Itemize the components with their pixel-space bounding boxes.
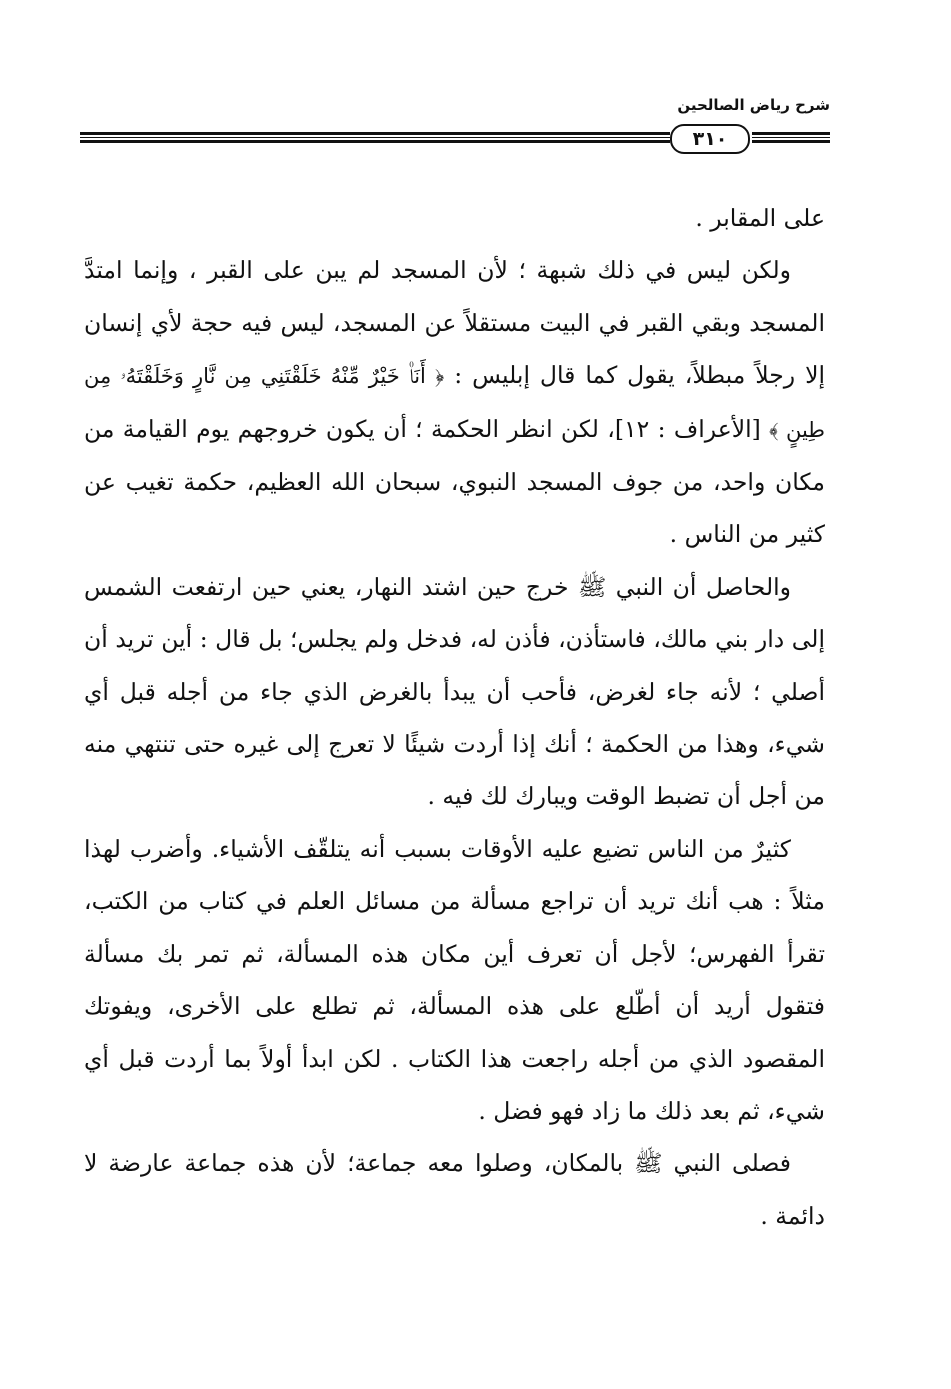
paragraph-2-text-continued: [الأعراف : ١٢]، لكن انظر الحكمة ؛ أن يكون خروجهم يوم القيامة من مكان واحد، من جوف المسجد النبوي، سبحان الله العظيم، حكمة تغيب عن كثير من الناس .: [84, 414, 825, 549]
header-rule-line: [752, 140, 830, 143]
header-rule-line: [80, 140, 670, 143]
header-rule-line: [752, 137, 830, 138]
paragraph-3: والحاصل أن النبي ﷺ خرج حين اشتد النهار، يعني حين ارتفعت الشمس إلى دار بني مالك، فاستأذن، فأذن له، فدخل ولم يجلس؛ بل قال : أين تريد أن أصلي ؛ لأنه جاء لغرض، فأحب أن يبدأ بالغرض الذي جاء من أجله قبل أي شيء، وهذا من الحكمة ؛ أنك إذا أردت شيئًا لا تعرج إلى غيره حتى تنتهي منه من أجل أن تضبط الوقت ويبارك لك فيه .: [84, 572, 825, 811]
page-number: ٣١٠: [670, 124, 750, 154]
body-text: [84, 192, 825, 1242]
page-header: [80, 96, 830, 156]
header-rule-line: [80, 137, 670, 138]
header-rule: [80, 126, 830, 150]
header-rule-line: [752, 132, 830, 135]
paragraph-5: فصلى النبي ﷺ بالمكان، وصلوا معه جماعة؛ لأن هذه جماعة عارضة لا دائمة .: [84, 1149, 825, 1230]
paragraph-2: [84, 244, 825, 560]
book-title: شرح رياض الصالحين: [677, 96, 830, 114]
header-rule-line: [80, 132, 670, 135]
paragraph-4: كثيرٌ من الناس تضيع عليه الأوقات بسبب أنه يتلقّف الأشياء. وأضرب لهذا مثلاً : هب أنك تريد أن تراجع مسألة من مسائل العلم في كتاب من الكتب، تقرأ الفهرس؛ لأجل أن تعرف أين مكان هذه المسألة، ثم تمر بك مسألة فتقول أريد أن أطّلع على هذه المسألة، ثم تطلع على الأخرى، ويفوتك المقصود الذي من أجله راجعت هذا الكتاب . لكن ابدأ أولاً بما أردت قبل أي شيء، ثم بعد ذلك ما زاد فهو فضل .: [84, 834, 825, 1125]
quran-verse: ﴿ أَنَا۠ خَيْرٌ مِّنْهُ خَلَقْتَنِي مِن نَّارٍ وَخَلَقْتَهُۥ مِن طِينٍ ﴾: [84, 364, 826, 442]
paragraph-1: على المقابر .: [695, 204, 825, 232]
paragraph-2-text: ولكن ليس في ذلك شبهة ؛ لأن المسجد لم يبن على القبر ، وإنما امتدَّ المسجد وبقي القبر في البيت مستقلاً عن المسجد، ليس فيه حجة لأي إنسان إلا رجلاً مبطلاً، يقول كما قال إبليس :: [84, 256, 825, 390]
